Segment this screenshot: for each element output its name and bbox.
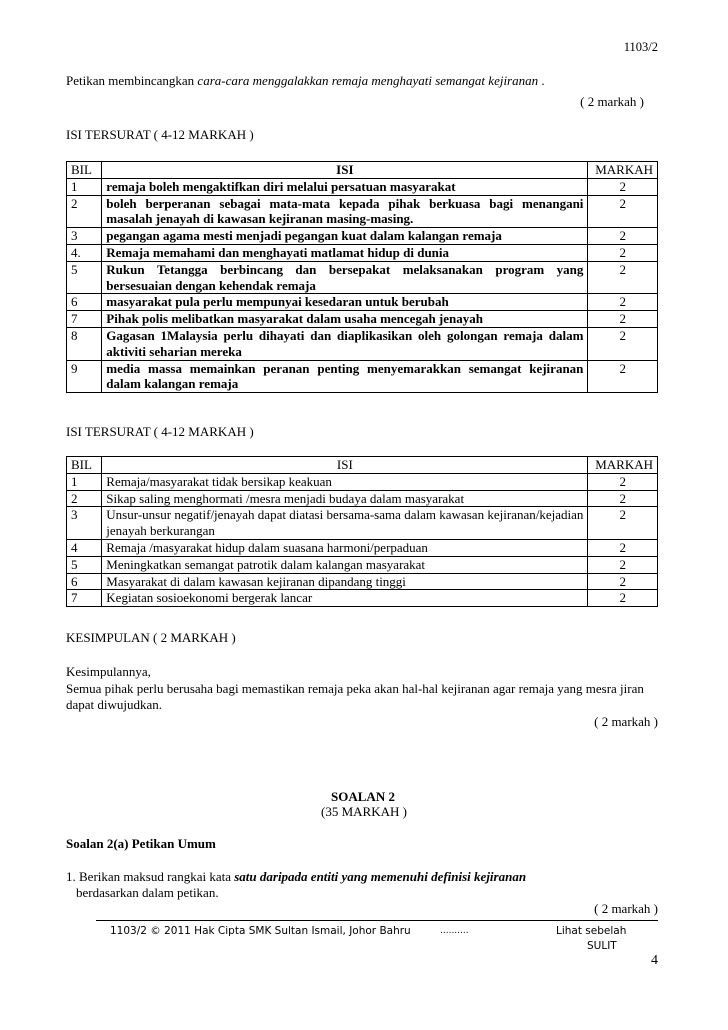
paper-code: 1103/2 (623, 40, 658, 54)
table2-heading: ISI TERSURAT ( 4-12 MARKAH ) (66, 424, 254, 439)
question-item-italic: satu daripada entiti yang memenuhi definisi kejiranan (234, 869, 527, 884)
table1-header-row (67, 162, 658, 179)
cell-markah: 2 (588, 573, 658, 590)
footer-copyright: 1103/2 © 2011 Hak Cipta SMK Sultan Ismail, Johor Bahru (110, 925, 411, 937)
cell-isi: Rukun Tetangga berbincang dan bersepakat melaksanakan program yang bersesuaian dengan kehendak remaja (102, 261, 588, 294)
question-title: SOALAN 2 (331, 789, 395, 804)
cell-bil: 7 (67, 311, 102, 328)
cell-bil: 1 (67, 473, 102, 490)
table-row (67, 556, 658, 573)
cell-isi: Kegiatan sosioekonomi bergerak lancar (102, 590, 588, 607)
cell-markah: 2 (588, 556, 658, 573)
cell-bil: 5 (67, 261, 102, 294)
question-item-prefix: 1. Berikan maksud rangkai kata (66, 869, 235, 884)
cell-isi: Masyarakat di dalam kawasan kejiranan dipandang tinggi (102, 573, 588, 590)
table-row (67, 195, 658, 228)
table-row (67, 590, 658, 607)
table2-header-row (67, 457, 658, 474)
conclusion-heading: KESIMPULAN ( 2 MARKAH ) (66, 630, 236, 645)
question-section: Soalan 2(a) Petikan Umum (66, 836, 216, 851)
table-row (67, 473, 658, 490)
cell-markah: 2 (588, 311, 658, 328)
table1-heading: ISI TERSURAT ( 4-12 MARKAH ) (66, 127, 254, 142)
table-row (67, 228, 658, 245)
table-row (67, 539, 658, 556)
cell-bil: 2 (67, 195, 102, 228)
footer-rule (96, 920, 658, 921)
intro-line (66, 73, 545, 89)
table-row (67, 360, 658, 393)
table1-body (67, 162, 658, 393)
cell-bil: 6 (67, 573, 102, 590)
cell-isi: Remaja memahami dan menghayati matlamat hidup di dunia (102, 244, 588, 261)
cell-isi: Meningkatkan semangat patrotik dalam kalangan masyarakat (102, 556, 588, 573)
cell-bil: 8 (67, 327, 102, 360)
footer-dots: .......... (440, 926, 469, 936)
cell-isi: masyarakat pula perlu mempunyai kesedaran untuk berubah (102, 294, 588, 311)
cell-isi: Remaja /masyarakat hidup dalam suasana harmoni/perpaduan (102, 539, 588, 556)
intro-italic: cara-cara menggalakkan remaja menghayati semangat kejiranan (197, 73, 539, 88)
table-row (67, 507, 658, 540)
cell-bil: 7 (67, 590, 102, 607)
cell-isi: Sikap saling menghormati /mesra menjadi budaya dalam masyarakat (102, 490, 588, 507)
cell-markah: 2 (588, 178, 658, 195)
table2-body (67, 457, 658, 607)
question-marks: (35 MARKAH ) (321, 804, 407, 819)
col-header-isi: ISI (102, 162, 588, 179)
cell-bil: 5 (67, 556, 102, 573)
col-header-bil: BIL (67, 162, 102, 179)
conclusion-marks: ( 2 markah ) (594, 714, 658, 729)
cell-isi: Pihak polis melibatkan masyarakat dalam usaha mencegah jenayah (102, 311, 588, 328)
cell-bil: 1 (67, 178, 102, 195)
cell-markah: 2 (588, 539, 658, 556)
question-item-marks: ( 2 markah ) (594, 901, 658, 916)
conclusion-lead: Kesimpulannya, (66, 664, 151, 679)
question-item (66, 869, 526, 885)
intro-suffix: . (538, 73, 545, 88)
cell-isi: boleh berperanan sebagai mata-mata kepada pihak berkuasa bagi menangani masalah jenayah di kawasan kejiranan masing-masing. (102, 195, 588, 228)
footer-next-page: Lihat sebelah (556, 925, 627, 937)
table-row (67, 311, 658, 328)
cell-markah: 2 (588, 327, 658, 360)
cell-markah: 2 (588, 360, 658, 393)
page-number: 4 (651, 953, 658, 968)
cell-markah: 2 (588, 473, 658, 490)
cell-isi: media massa memainkan peranan penting menyemarakkan semangat kejiranan dalam kalangan remaja (102, 360, 588, 393)
cell-markah: 2 (588, 244, 658, 261)
cell-markah: 2 (588, 228, 658, 245)
table-row (67, 327, 658, 360)
cell-bil: 6 (67, 294, 102, 311)
footer-sulit: SULIT (587, 940, 617, 952)
cell-markah: 2 (588, 261, 658, 294)
cell-bil: 9 (67, 360, 102, 393)
table-row (67, 294, 658, 311)
col-header-isi: ISI (102, 457, 588, 474)
cell-markah: 2 (588, 507, 658, 540)
cell-bil: 2 (67, 490, 102, 507)
col-header-bil: BIL (67, 457, 102, 474)
cell-markah: 2 (588, 590, 658, 607)
cell-bil: 3 (67, 507, 102, 540)
question-item-line2: berdasarkan dalam petikan. (76, 885, 219, 900)
table1 (66, 161, 658, 393)
cell-isi: Gagasan 1Malaysia perlu dihayati dan diaplikasikan oleh golongan remaja dalam aktiviti seharian mereka (102, 327, 588, 360)
cell-markah: 2 (588, 294, 658, 311)
cell-bil: 3 (67, 228, 102, 245)
cell-isi: Remaja/masyarakat tidak bersikap keakuan (102, 473, 588, 490)
table-row (67, 490, 658, 507)
table-row (67, 244, 658, 261)
cell-isi: Unsur-unsur negatif/jenayah dapat diatasi bersama-sama dalam kawasan kejiranan/kejadian jenayah berkurangan (102, 507, 588, 540)
cell-isi: pegangan agama mesti menjadi pegangan kuat dalam kalangan remaja (102, 228, 588, 245)
cell-isi: remaja boleh mengaktifkan diri melalui persatuan masyarakat (102, 178, 588, 195)
table2 (66, 456, 658, 607)
table-row (67, 573, 658, 590)
conclusion-text: Semua pihak perlu berusaha bagi memastikan remaja peka akan hal-hal kejiranan agar remaja yang mesra jiran dapat diwujudkan. (66, 681, 644, 712)
cell-markah: 2 (588, 195, 658, 228)
table-row (67, 261, 658, 294)
table-row (67, 178, 658, 195)
cell-markah: 2 (588, 490, 658, 507)
col-header-markah: MARKAH (588, 457, 658, 474)
intro-marks: ( 2 markah ) (580, 94, 644, 109)
cell-bil: 4. (67, 244, 102, 261)
col-header-markah: MARKAH (588, 162, 658, 179)
intro-prefix: Petikan membincangkan (66, 73, 198, 88)
cell-bil: 4 (67, 539, 102, 556)
